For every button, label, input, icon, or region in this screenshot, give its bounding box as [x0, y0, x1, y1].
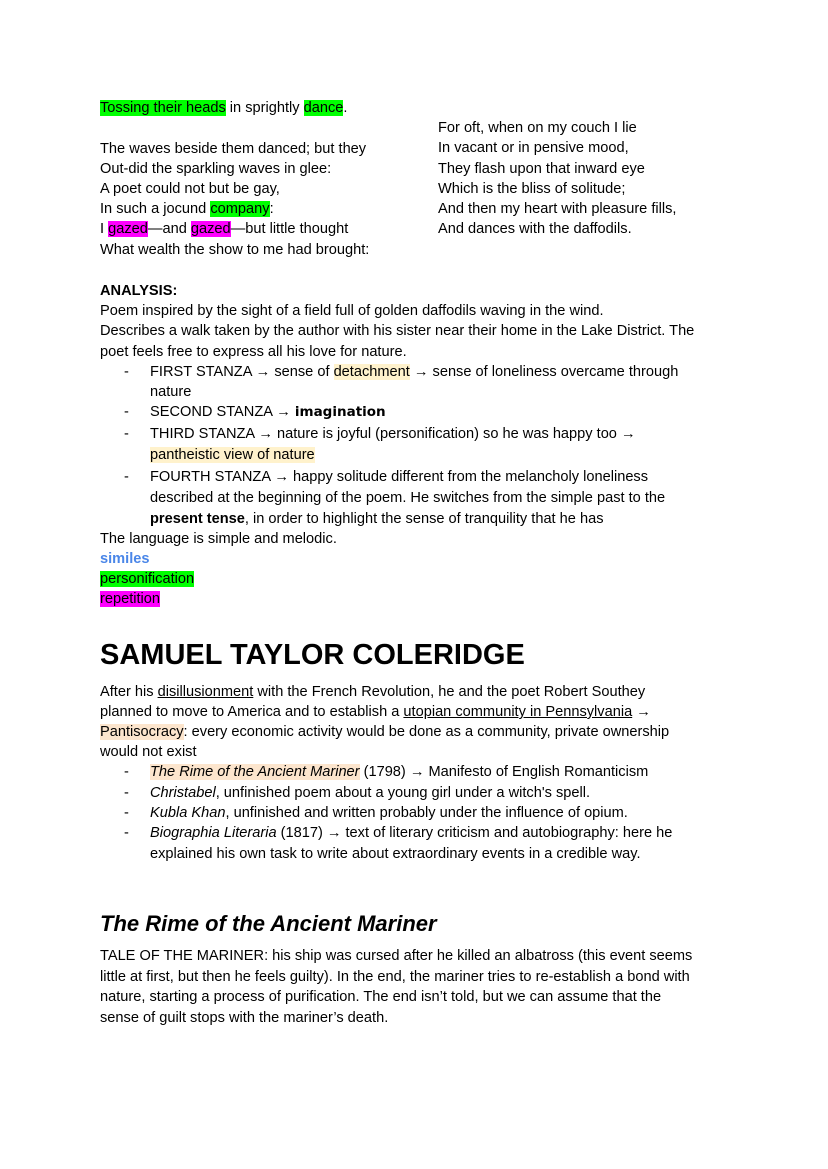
poem-line: In such a jocund company:: [100, 201, 274, 217]
bullet-dash: -: [124, 764, 129, 780]
paragraph: TALE OF THE MARINER: his ship was cursed after he killed an albatross (this event seems: [100, 948, 693, 964]
paragraph: After his disillusionment with the French Revolution, he and the poet Robert Southey: [100, 684, 646, 700]
paragraph: little at first, but then he feels guilty). In the end, the mariner tries to re-establish a bond with: [100, 969, 690, 985]
highlight-repetition: gazed: [190, 221, 231, 237]
list-item-work: - Kubla Khan, unfinished and written probably under the influence of opium.: [124, 805, 628, 821]
highlight-keyword: pantheistic view of nature: [150, 447, 315, 463]
paragraph: would not exist: [100, 744, 197, 760]
poem-line: Out-did the sparkling waves in glee:: [100, 161, 332, 177]
highlight-keyword: detachment: [333, 364, 410, 380]
poem-line: In vacant or in pensive mood,: [438, 140, 629, 156]
paragraph: Pantisocracy: every economic activity would be done as a community, private ownership: [100, 724, 670, 740]
bullet-dash: -: [124, 469, 129, 485]
poem-line: A poet could not but be gay,: [100, 181, 280, 197]
bullet-dash: -: [124, 404, 129, 420]
list-item-first-stanza: - FIRST STANZA → sense of detachment → sense of loneliness overcame through: [124, 364, 679, 380]
legend-similes: similes: [100, 551, 150, 567]
paragraph: poet feels free to express all his love for nature.: [100, 344, 407, 360]
list-item-second-stanza: - SECOND STANZA → imagination: [124, 404, 386, 420]
poem-line: The waves beside them danced; but they: [100, 141, 367, 157]
bullet-dash: -: [124, 785, 129, 801]
section-title: SAMUEL TAYLOR COLERIDGE: [100, 639, 525, 671]
list-item-fourth-stanza: - FOURTH STANZA → happy solitude different from the melancholy loneliness: [124, 469, 649, 485]
analysis-heading: ANALYSIS:: [100, 283, 178, 299]
subsection-title: The Rime of the Ancient Mariner: [100, 911, 437, 936]
bullet-dash: -: [124, 364, 129, 380]
paragraph: Describes a walk taken by the author with his sister near their home in the Lake District. The: [100, 323, 695, 339]
paragraph: nature, starting a process of purification. The end isn’t told, but we can assume that the: [100, 989, 662, 1005]
legend-personification: personification: [100, 571, 195, 587]
poem-line: They flash upon that inward eye: [438, 161, 645, 177]
paragraph: sense of guilt stops with the mariner’s death.: [100, 1010, 389, 1026]
poem-line: Tossing their heads in sprightly dance.: [100, 100, 348, 116]
bullet-dash: -: [124, 825, 129, 841]
paragraph: Poem inspired by the sight of a field full of golden daffodils waving in the wind.: [100, 303, 604, 319]
highlight-keyword: Pantisocracy: [100, 724, 184, 740]
poem-line: I gazed—and gazed—but little thought: [100, 221, 349, 237]
list-item-work: - Christabel, unfinished poem about a young girl under a witch's spell.: [124, 785, 591, 801]
list-item-work: - Biographia Literaria (1817) → text of literary criticism and autobiography: here he: [124, 825, 673, 841]
highlight-repetition: gazed: [108, 221, 148, 237]
paragraph: The language is simple and melodic.: [100, 531, 337, 547]
highlight-personification: dance: [303, 100, 344, 116]
bullet-dash: -: [124, 426, 129, 442]
list-item-third-stanza: - THIRD STANZA → nature is joyful (personification) so he was happy too →: [124, 426, 636, 442]
list-item-work: - The Rime of the Ancient Mariner (1798) → Manifesto of English Romanticism: [124, 764, 649, 780]
highlight-personification: company: [210, 201, 270, 217]
poem-line: What wealth the show to me had brought:: [100, 242, 370, 258]
poem-line: And dances with the daffodils.: [438, 221, 632, 237]
poem-line: For oft, when on my couch I lie: [438, 120, 637, 136]
poem-line: Which is the bliss of solitude;: [438, 181, 626, 197]
poem-line: And then my heart with pleasure fills,: [438, 201, 677, 217]
highlight-personification: Tossing their heads: [100, 100, 226, 116]
legend-repetition: repetition: [100, 591, 161, 607]
bullet-dash: -: [124, 805, 129, 821]
paragraph: planned to move to America and to establish a utopian community in Pennsylvania →: [100, 704, 651, 720]
